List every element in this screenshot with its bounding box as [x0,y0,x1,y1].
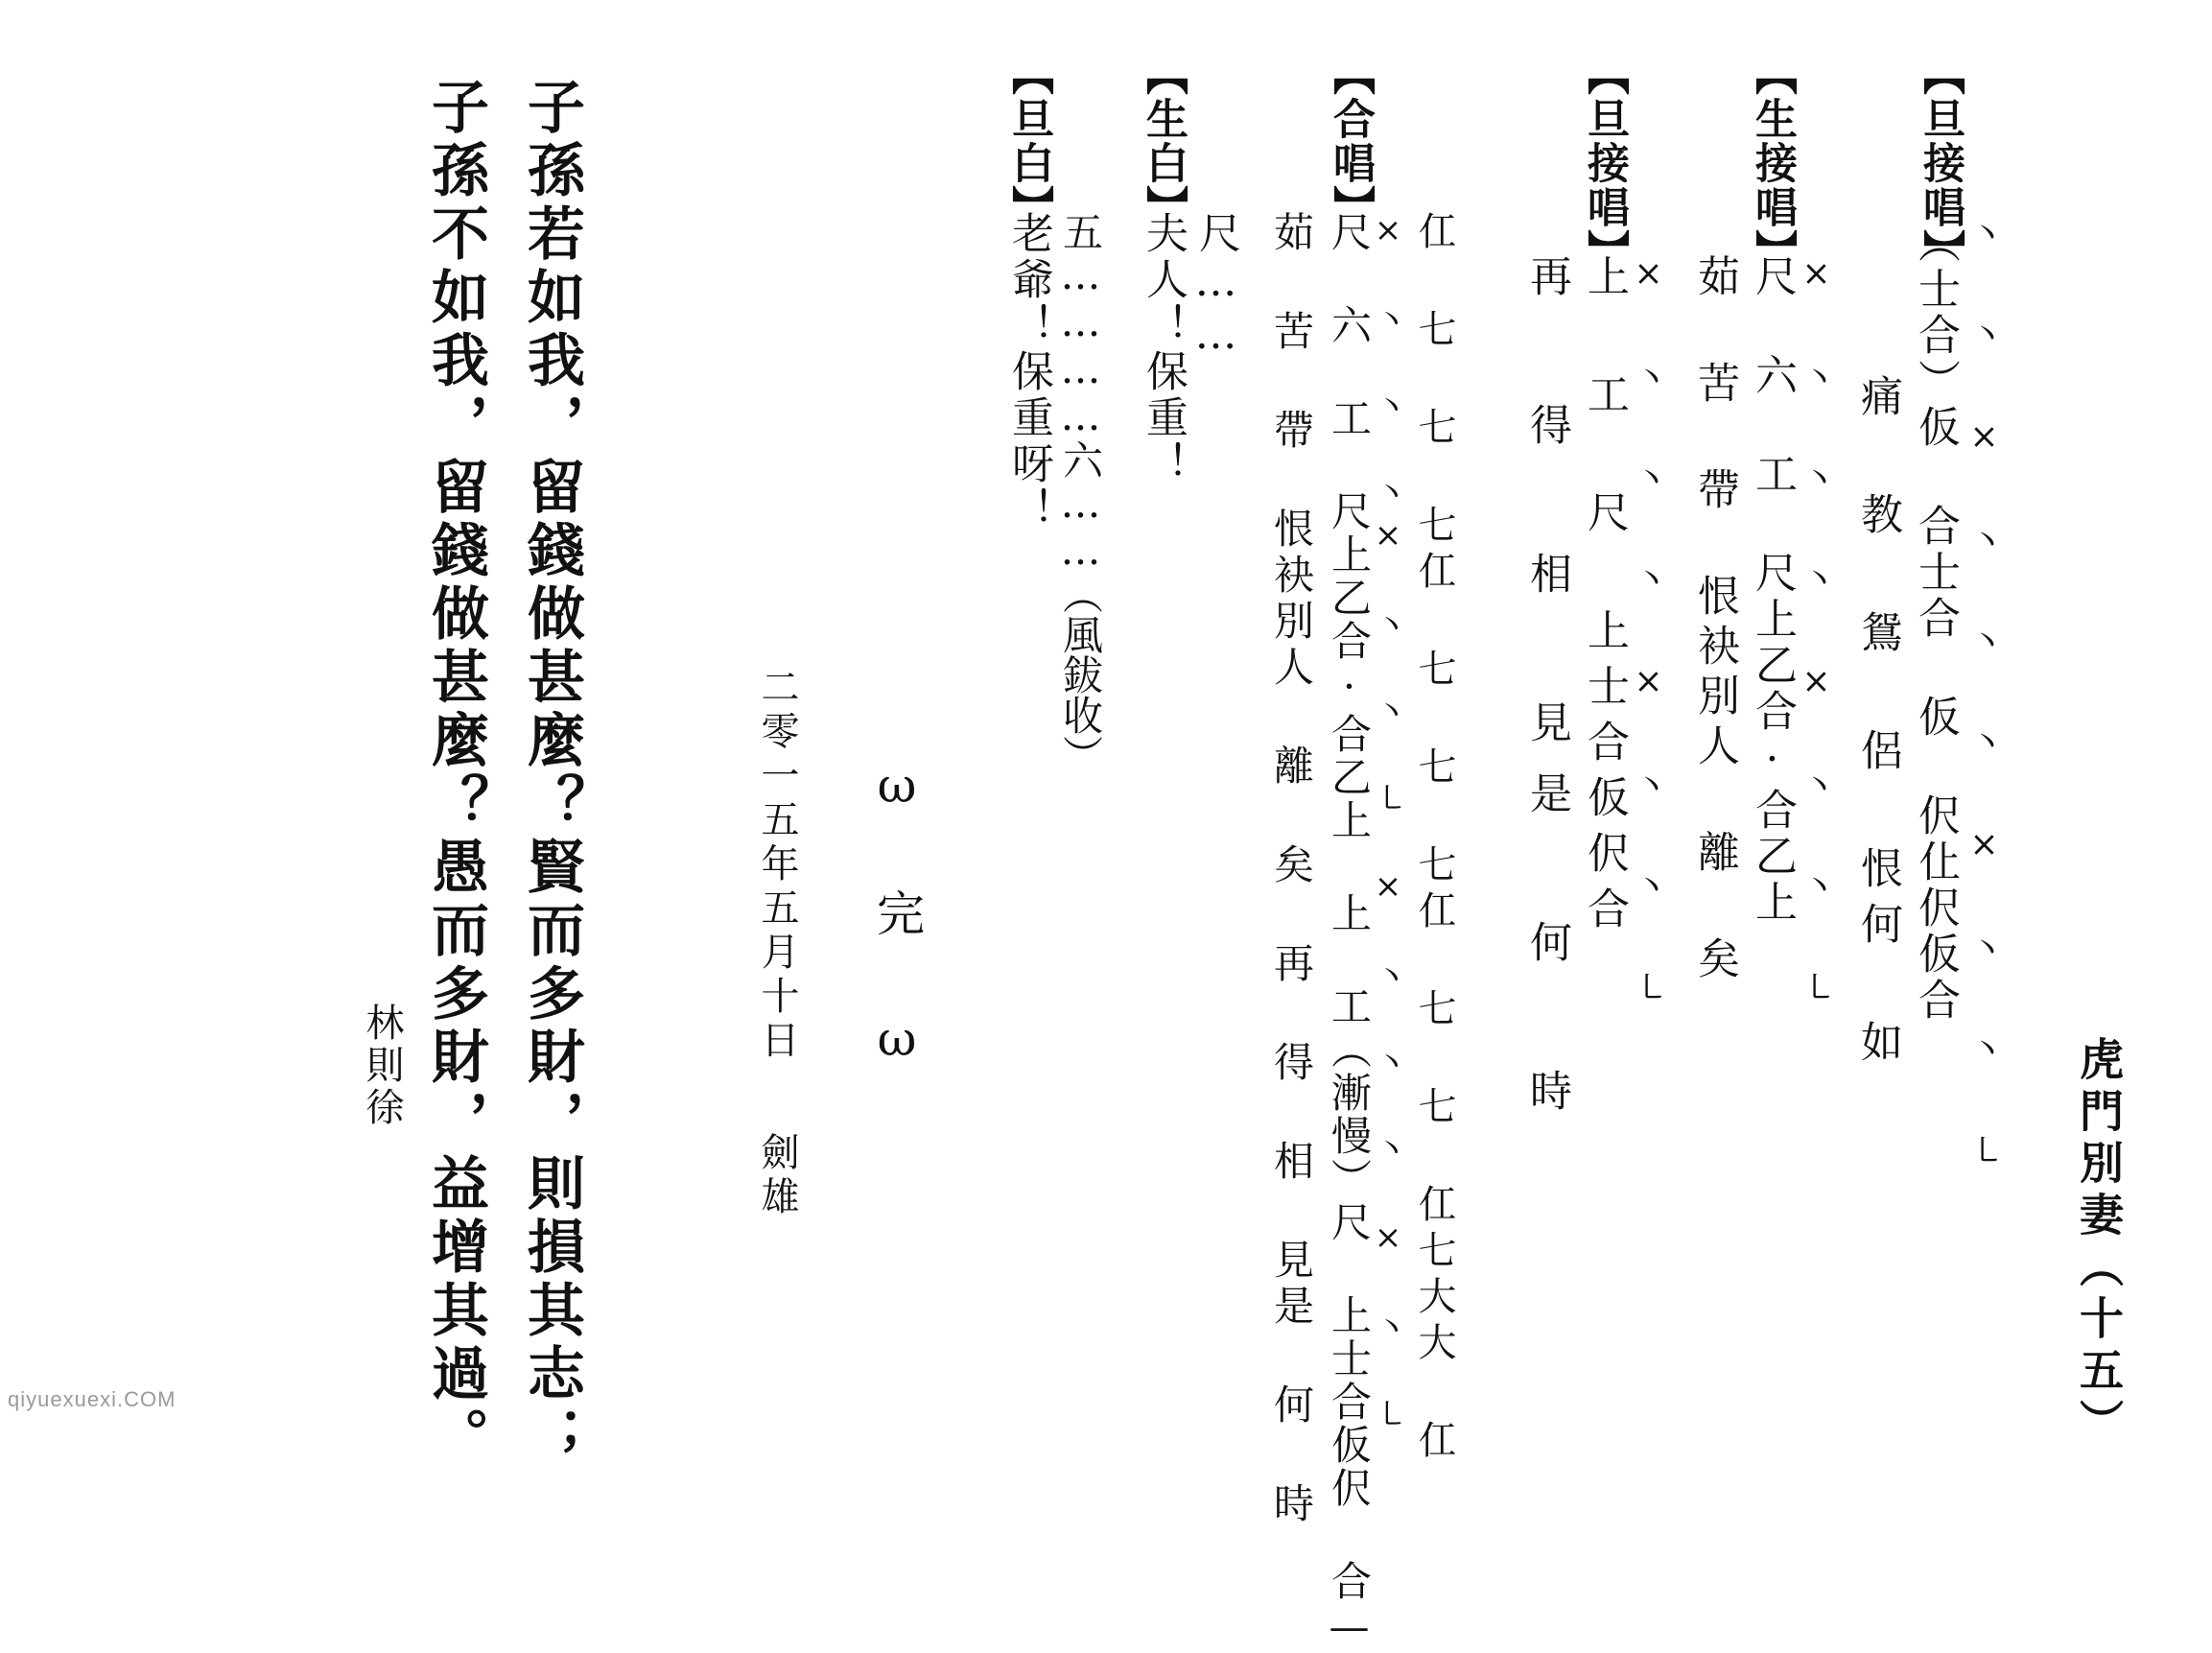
role-label-sheng-speech: 【生白】 [1139,53,1188,229]
lyric-line-2: 茹 苦 帶 恨袂別人 離 矣 [1690,254,1739,986]
notation-marks-1: 丶 丶 × 丶 丶 丶 × 丶 丶 ㇄ [1965,216,2004,1180]
quote-signature: 林則徐 [360,1003,404,1129]
speech-cue-sheng: 尺…… [1191,211,1240,363]
gongche-line-4: 尺 六 工 尺上乙合·合乙上 上 工（漸慢）尺 上士合仮伬 合— [1326,211,1373,1653]
role-label-sheng-1: 【生接唱】 [1748,53,1797,273]
page-title: 虎門別妻（十五） [2073,1036,2125,1451]
quote-line-2: 子孫不如我，留錢做甚麼？愚而多財，益增其過。 [422,77,489,1470]
notation-marks-3: × 丶 丶 丶 × 丶 丶 ㇄ [1629,254,1668,1017]
percussion-line: 仜 七 七 七仜 七 七 七仜 七 七 仜七大大 仜 [1412,211,1456,1466]
gongche-line-2: 尺 六 工 尺上乙合·合乙上 [1748,254,1797,926]
gongche-line-3: 上 工 尺 上士合仮伬合 [1580,254,1629,942]
lyric-line-3: 再 得 相 見是 何 時 [1522,254,1571,1140]
lyric-line-1: 痛 教 鴛 侶 恨何 如 [1853,374,1902,1075]
end-mark: ω 完 ω [869,758,925,1076]
notation-marks-4: × 丶 丶 丶× 丶 丶 ㇄ × 丶 丶 丶 × 丶 ㇄ [1369,211,1407,1437]
gongche-line-1: （士合）仮 合士合 仮 伬仩伬仮合 [1911,221,1960,1024]
role-label-dan-speech: 【旦白】 [1004,53,1053,229]
speech-line-sheng: 夫人！保重！ [1139,211,1188,487]
author-name: 劍雄 [755,1132,799,1220]
site-watermark: qiyuexuexi.COM [8,1387,176,1411]
lyric-line-4: 茹 苦 帶 恨袂別人 離 矣 再 得 相 見是 何 時 [1268,211,1315,1528]
speech-cue-dan: 五…………六……（風鈸收） [1057,211,1104,775]
role-label-dan-2: 【旦接唱】 [1580,53,1629,273]
speech-line-dan: 老爺！保重呀！ [1004,211,1053,533]
date-line: 二零一五年五月十日 [755,667,799,1064]
quote-line-1: 子孫若如我，留錢做甚麼？賢而多財，則損其志； [518,77,585,1470]
role-label-dan-1: 【旦接唱】 [1916,53,1965,273]
role-label-chorus: 【合唱】 [1326,53,1375,229]
notation-marks-2: × 丶 丶 丶 × 丶 丶 ㇄ [1797,254,1836,1017]
